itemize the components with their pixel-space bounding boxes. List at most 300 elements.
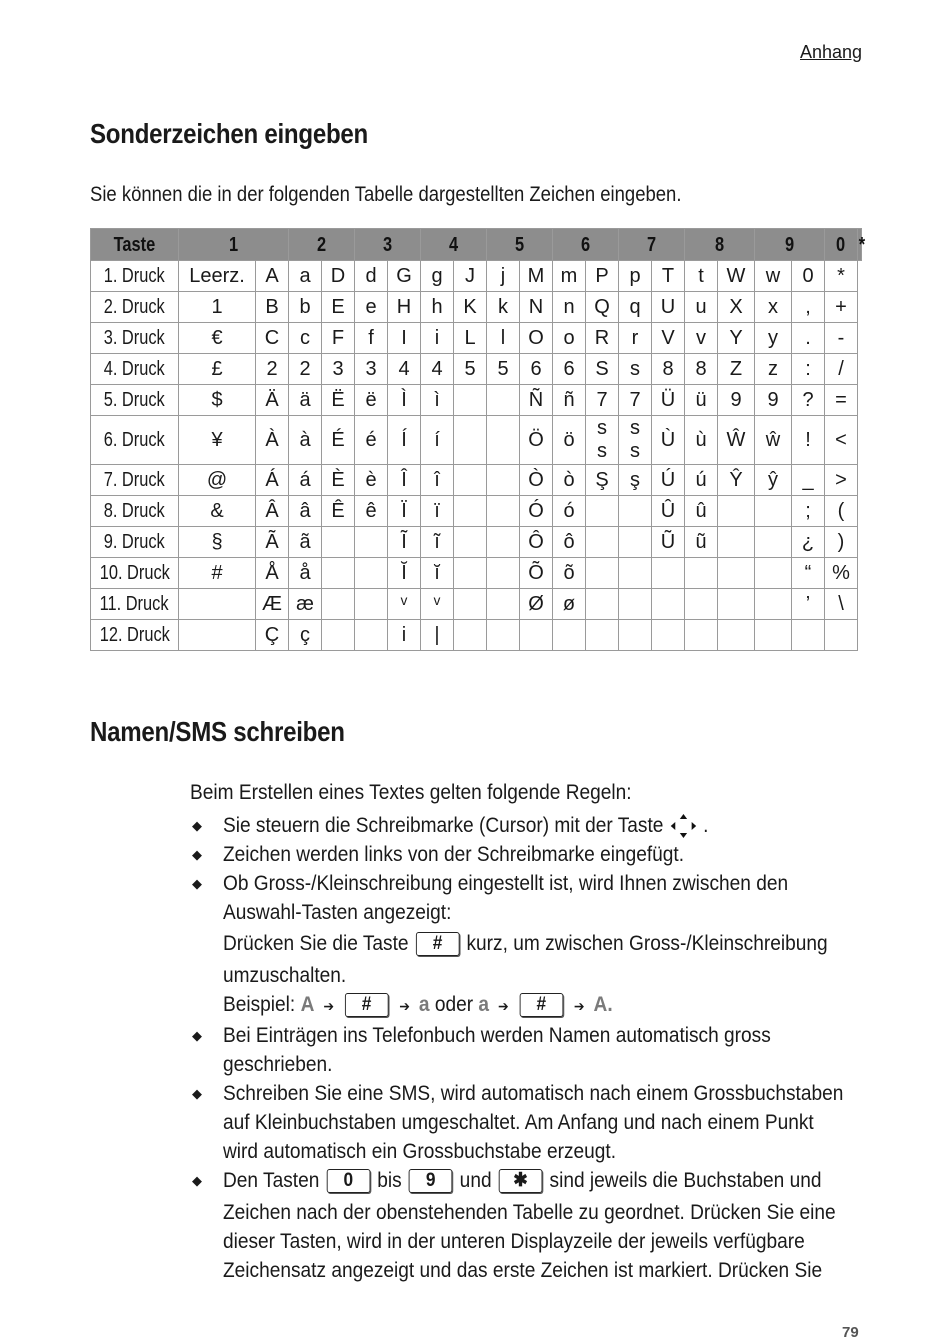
- table-cell: ü: [685, 385, 718, 416]
- table-cell: [487, 620, 520, 651]
- table-cell: Ú: [652, 465, 685, 496]
- rule-item: [190, 1021, 860, 1079]
- example-lower-a: a: [418, 993, 430, 1016]
- rule6-line1b: bis: [377, 1169, 402, 1192]
- table-cell: %: [825, 558, 858, 589]
- table-cell: 0: [792, 261, 825, 292]
- table-cell: [355, 589, 388, 620]
- table-cell: ũ: [685, 527, 718, 558]
- table-cell: [355, 527, 388, 558]
- table-cell: ë: [355, 385, 388, 416]
- rule3-line4: umzuschalten.: [223, 964, 347, 987]
- table-cell: X: [718, 292, 755, 323]
- table-cell: [685, 589, 718, 620]
- row-label: 11. Druck: [91, 589, 179, 620]
- table-cell: J: [454, 261, 487, 292]
- table-cell: Y: [718, 323, 755, 354]
- table-cell: i: [388, 620, 421, 651]
- table-cell: Ũ: [652, 527, 685, 558]
- table-cell: [586, 620, 619, 651]
- table-row: [91, 416, 862, 465]
- column-header: 4: [421, 229, 487, 261]
- row-label: 4. Druck: [91, 354, 179, 385]
- rule6-line1: [223, 1166, 822, 1195]
- table-cell: [586, 496, 619, 527]
- table-cell: [487, 465, 520, 496]
- table-cell: [685, 620, 718, 651]
- hash-key-icon: #: [519, 993, 563, 1017]
- table-cell: s s: [619, 416, 652, 465]
- column-header: 8: [685, 229, 755, 261]
- bullet-diamond-icon: ◆: [192, 847, 202, 862]
- column-header: 7: [619, 229, 685, 261]
- table-cell: [487, 416, 520, 465]
- table-cell: [718, 620, 755, 651]
- table-cell: /: [825, 354, 858, 385]
- table-cell: [487, 496, 520, 527]
- table-cell: Ã: [256, 527, 289, 558]
- table-cell: Ö: [520, 416, 553, 465]
- table-cell: [355, 620, 388, 651]
- table-cell: ŷ: [755, 465, 792, 496]
- table-cell: Ü: [652, 385, 685, 416]
- table-cell: Ì: [388, 385, 421, 416]
- table-cell: [586, 558, 619, 589]
- arrow-right-icon: ➔: [497, 998, 509, 1014]
- table-cell: [355, 558, 388, 589]
- table-cell: ş: [619, 465, 652, 496]
- table-cell: |: [421, 620, 454, 651]
- table-cell: D: [322, 261, 355, 292]
- row-label: 12. Druck: [91, 620, 179, 651]
- table-cell: À: [256, 416, 289, 465]
- table-cell: #: [179, 558, 256, 589]
- hash-key-icon: #: [416, 932, 460, 956]
- table-cell: 4: [388, 354, 421, 385]
- table-cell: “: [792, 558, 825, 589]
- table-cell: [619, 558, 652, 589]
- table-cell: [652, 589, 685, 620]
- table-cell: 7: [619, 385, 652, 416]
- table-cell: E: [322, 292, 355, 323]
- table-cell: â: [289, 496, 322, 527]
- table-cell: ò: [553, 465, 586, 496]
- table-cell: q: [619, 292, 652, 323]
- table-cell: 5: [454, 354, 487, 385]
- row-label: 9. Druck: [91, 527, 179, 558]
- table-row: [91, 527, 862, 558]
- rule6-line1a: Den Tasten: [223, 1169, 320, 1192]
- hash-key-icon: #: [345, 993, 389, 1017]
- rule5-line2: auf Kleinbuchstaben umgeschaltet. Am Anfang und nach einem Punkt: [223, 1111, 814, 1134]
- table-cell: Ô: [520, 527, 553, 558]
- rule3-line3b: kurz, um zwischen Gross-/Kleinschreibung: [466, 932, 828, 955]
- table-cell: [322, 620, 355, 651]
- table-cell: [718, 496, 755, 527]
- table-cell: G: [388, 261, 421, 292]
- table-cell: [718, 558, 755, 589]
- table-cell: N: [520, 292, 553, 323]
- rules-list: [190, 811, 860, 1285]
- intro-text: Sie können die in der folgenden Tabelle dargestellten Zeichen eingeben.: [90, 183, 682, 206]
- table-cell: [825, 620, 858, 651]
- table-cell: [718, 527, 755, 558]
- table-cell: [487, 385, 520, 416]
- table-cell: c: [289, 323, 322, 354]
- rule1-end: .: [703, 814, 709, 837]
- example-upper-a: A: [300, 993, 315, 1016]
- table-cell: _: [792, 465, 825, 496]
- table-cell: [553, 620, 586, 651]
- rules-lead: Beim Erstellen eines Textes gelten folgende Regeln:: [190, 781, 632, 804]
- table-cell: Û: [652, 496, 685, 527]
- table-cell: T: [652, 261, 685, 292]
- table-cell: 9: [755, 385, 792, 416]
- table-cell: [586, 527, 619, 558]
- table-cell: y: [755, 323, 792, 354]
- table-cell: I: [388, 323, 421, 354]
- bullet-diamond-icon: ◆: [192, 1086, 202, 1101]
- table-cell: 7: [586, 385, 619, 416]
- rule6-line1d: sind jeweils die Buchstaben und: [549, 1169, 822, 1192]
- table-cell: [619, 589, 652, 620]
- table-cell: ,: [792, 292, 825, 323]
- table-cell: u: [685, 292, 718, 323]
- table-cell: ĩ: [421, 527, 454, 558]
- rule5-line3: wird automatisch ein Grossbuchstabe erzeugt.: [223, 1140, 617, 1163]
- table-cell: v: [685, 323, 718, 354]
- table-cell: §: [179, 527, 256, 558]
- table-row: [91, 589, 862, 620]
- table-cell: P: [586, 261, 619, 292]
- table-cell: Ò: [520, 465, 553, 496]
- table-cell: ñ: [553, 385, 586, 416]
- table-cell: p: [619, 261, 652, 292]
- table-cell: m: [553, 261, 586, 292]
- bullet-diamond-icon: ◆: [192, 1173, 202, 1188]
- character-table: [90, 228, 866, 651]
- table-cell: >: [825, 465, 858, 496]
- example-label: Beispiel:: [223, 993, 296, 1016]
- table-cell: á: [289, 465, 322, 496]
- table-cell: !: [792, 416, 825, 465]
- table-cell: [520, 620, 553, 651]
- example-line: [223, 990, 803, 1021]
- table-cell: V: [652, 323, 685, 354]
- table-cell: 3: [355, 354, 388, 385]
- table-row: [91, 354, 862, 385]
- table-cell: *: [825, 261, 858, 292]
- table-cell: Â: [256, 496, 289, 527]
- table-cell: ’: [792, 589, 825, 620]
- rule3-line3a: Drücken Sie die Taste: [223, 932, 409, 955]
- table-cell: [322, 558, 355, 589]
- table-cell: Ĭ: [388, 558, 421, 589]
- table-cell: ?: [792, 385, 825, 416]
- table-cell: Ĩ: [388, 527, 421, 558]
- row-label: 2. Druck: [91, 292, 179, 323]
- row-label: 1. Druck: [91, 261, 179, 292]
- rule6-line3: dieser Tasten, wird in der unteren Displayzeile der jeweils verfügbare: [223, 1230, 805, 1253]
- rule3-line2: Auswahl-Tasten angezeigt:: [223, 901, 452, 924]
- table-cell: 8: [652, 354, 685, 385]
- table-cell: [454, 589, 487, 620]
- table-cell: 2: [256, 354, 289, 385]
- table-cell: &: [179, 496, 256, 527]
- table-cell: O: [520, 323, 553, 354]
- table-cell: +: [825, 292, 858, 323]
- table-cell: 1: [179, 292, 256, 323]
- table-cell: [652, 558, 685, 589]
- table-cell: [487, 589, 520, 620]
- table-cell: [586, 589, 619, 620]
- table-cell: -: [825, 323, 858, 354]
- rule-item: [190, 840, 860, 869]
- table-cell: ù: [685, 416, 718, 465]
- table-cell: \: [825, 589, 858, 620]
- table-cell: [454, 496, 487, 527]
- table-cell: [322, 589, 355, 620]
- table-cell: x: [755, 292, 792, 323]
- table-cell: Ê: [322, 496, 355, 527]
- row-label: 6. Druck: [91, 416, 179, 465]
- table-cell: æ: [289, 589, 322, 620]
- table-cell: e: [355, 292, 388, 323]
- table-cell: ö: [553, 416, 586, 465]
- table-cell: f: [355, 323, 388, 354]
- table-cell: à: [289, 416, 322, 465]
- table-cell: 9: [718, 385, 755, 416]
- table-cell: è: [355, 465, 388, 496]
- table-cell: Ù: [652, 416, 685, 465]
- table-cell: ¿: [792, 527, 825, 558]
- table-cell: [755, 620, 792, 651]
- table-cell: [755, 589, 792, 620]
- table-cell: Í: [388, 416, 421, 465]
- table-row: [91, 261, 862, 292]
- table-cell: ŵ: [755, 416, 792, 465]
- table-cell: L: [454, 323, 487, 354]
- table-cell: [685, 558, 718, 589]
- table-cell: K: [454, 292, 487, 323]
- table-cell: Æ: [256, 589, 289, 620]
- table-cell: [619, 496, 652, 527]
- table-cell: ä: [289, 385, 322, 416]
- table-cell: Î: [388, 465, 421, 496]
- table-cell: Ï: [388, 496, 421, 527]
- rule2-text: Zeichen werden links von der Schreibmarke eingefügt.: [223, 843, 685, 866]
- table-row: [91, 292, 862, 323]
- table-cell: [454, 385, 487, 416]
- table-cell: 4: [421, 354, 454, 385]
- arrow-right-icon: ➔: [323, 998, 335, 1014]
- table-cell: Ä: [256, 385, 289, 416]
- row-label: 7. Druck: [91, 465, 179, 496]
- table-cell: M: [520, 261, 553, 292]
- table-row: [91, 496, 862, 527]
- table-cell: g: [421, 261, 454, 292]
- table-cell: S: [586, 354, 619, 385]
- table-cell: ;: [792, 496, 825, 527]
- column-header: Taste: [91, 229, 179, 261]
- table-cell: Ñ: [520, 385, 553, 416]
- rule6-line4: Zeichensatz angezeigt und das erste Zeichen ist markiert. Drücken Sie: [223, 1259, 823, 1282]
- rule6-line1c: und: [459, 1169, 492, 1192]
- table-cell: o: [553, 323, 586, 354]
- table-cell: [487, 558, 520, 589]
- nine-key-icon: 9: [409, 1169, 453, 1193]
- table-cell: Leerz.: [179, 261, 256, 292]
- rule-item: [190, 1079, 860, 1166]
- column-header: 1: [179, 229, 289, 261]
- table-cell: [792, 620, 825, 651]
- table-cell: É: [322, 416, 355, 465]
- table-cell: ᵛ: [388, 589, 421, 620]
- rule3-line1: Ob Gross-/Kleinschreibung eingestellt ist, wird Ihnen zwischen den: [223, 872, 789, 895]
- table-cell: $: [179, 385, 256, 416]
- section-title-sonderzeichen: Sonderzeichen eingeben: [90, 118, 368, 149]
- rule1-text: Sie steuern die Schreibmarke (Cursor) mit der Taste: [223, 814, 664, 837]
- rule3-line3: [223, 929, 828, 958]
- table-cell: å: [289, 558, 322, 589]
- table-cell: k: [487, 292, 520, 323]
- rule4-line1: Bei Einträgen ins Telefonbuch werden Namen automatisch gross: [223, 1024, 771, 1047]
- table-cell: È: [322, 465, 355, 496]
- column-header: 9: [755, 229, 825, 261]
- table-cell: [718, 589, 755, 620]
- table-cell: A: [256, 261, 289, 292]
- table-cell: û: [685, 496, 718, 527]
- table-cell: [322, 527, 355, 558]
- table-cell: Å: [256, 558, 289, 589]
- table-cell: F: [322, 323, 355, 354]
- table-cell: €: [179, 323, 256, 354]
- table-cell: é: [355, 416, 388, 465]
- arrow-right-icon: ➔: [399, 998, 410, 1014]
- table-row: [91, 323, 862, 354]
- table-cell: a: [289, 261, 322, 292]
- rule-item: [190, 1166, 860, 1285]
- bullet-diamond-icon: ◆: [192, 876, 202, 891]
- table-cell: s: [619, 354, 652, 385]
- table-cell: Ŵ: [718, 416, 755, 465]
- table-cell: U: [652, 292, 685, 323]
- table-cell: Z: [718, 354, 755, 385]
- table-cell: ø: [553, 589, 586, 620]
- table-row: [91, 558, 862, 589]
- table-cell: ¥: [179, 416, 256, 465]
- table-cell: .: [792, 323, 825, 354]
- column-header: 2: [289, 229, 355, 261]
- table-cell: W: [718, 261, 755, 292]
- table-cell: [487, 527, 520, 558]
- table-cell: Ş: [586, 465, 619, 496]
- table-cell: Ø: [520, 589, 553, 620]
- table-cell: ï: [421, 496, 454, 527]
- rule5-line1: Schreiben Sie eine SMS, wird automatisch nach einem Grossbuchstaben: [223, 1082, 844, 1105]
- table-cell: n: [553, 292, 586, 323]
- example-end: A.: [593, 993, 613, 1016]
- table-cell: õ: [553, 558, 586, 589]
- table-cell: £: [179, 354, 256, 385]
- star-key-icon: ✱: [499, 1169, 543, 1193]
- table-cell: 3: [322, 354, 355, 385]
- table-cell: h: [421, 292, 454, 323]
- rule6-line2: Zeichen nach der obenstehenden Tabelle zu geordnet. Drücken Sie eine: [223, 1201, 836, 1224]
- table-cell: Á: [256, 465, 289, 496]
- table-cell: t: [685, 261, 718, 292]
- table-cell: [454, 465, 487, 496]
- table-cell: C: [256, 323, 289, 354]
- section-title-namen-sms: Namen/SMS schreiben: [90, 716, 345, 747]
- table-cell: Ŷ: [718, 465, 755, 496]
- table-cell: Q: [586, 292, 619, 323]
- table-row: [91, 465, 862, 496]
- column-header: *: [858, 229, 862, 261]
- table-cell: d: [355, 261, 388, 292]
- zero-key-icon: 0: [326, 1169, 370, 1193]
- column-header: 6: [553, 229, 619, 261]
- page-number: 79: [842, 1324, 859, 1341]
- table-cell: [179, 589, 256, 620]
- table-cell: z: [755, 354, 792, 385]
- table-cell: (: [825, 496, 858, 527]
- table-cell: ã: [289, 527, 322, 558]
- table-cell: 8: [685, 354, 718, 385]
- table-cell: Ó: [520, 496, 553, 527]
- table-cell: 5: [487, 354, 520, 385]
- table-cell: [619, 527, 652, 558]
- bullet-diamond-icon: ◆: [192, 818, 202, 833]
- column-header: 3: [355, 229, 421, 261]
- table-cell: [179, 620, 256, 651]
- rule-item: [190, 869, 860, 1021]
- row-label: 10. Druck: [91, 558, 179, 589]
- rules-section: [190, 781, 860, 1285]
- table-cell: ): [825, 527, 858, 558]
- table-cell: í: [421, 416, 454, 465]
- table-cell: i: [421, 323, 454, 354]
- rule4-line2: geschrieben.: [223, 1053, 333, 1076]
- table-cell: =: [825, 385, 858, 416]
- rule-item: [190, 811, 860, 840]
- bullet-diamond-icon: ◆: [192, 1028, 202, 1043]
- table-cell: [454, 527, 487, 558]
- header-section-link: Anhang: [800, 42, 863, 62]
- table-row: [91, 620, 862, 651]
- table-cell: [755, 558, 792, 589]
- table-cell: H: [388, 292, 421, 323]
- table-cell: î: [421, 465, 454, 496]
- table-cell: ç: [289, 620, 322, 651]
- table-cell: @: [179, 465, 256, 496]
- table-cell: [454, 558, 487, 589]
- table-cell: [454, 620, 487, 651]
- table-cell: r: [619, 323, 652, 354]
- table-cell: [755, 527, 792, 558]
- table-cell: l: [487, 323, 520, 354]
- column-header: 0: [825, 229, 858, 261]
- table-cell: ᵛ: [421, 589, 454, 620]
- table-cell: 6: [520, 354, 553, 385]
- table-cell: [454, 416, 487, 465]
- table-cell: ê: [355, 496, 388, 527]
- column-header: 5: [487, 229, 553, 261]
- table-cell: j: [487, 261, 520, 292]
- example-oder: oder: [434, 993, 474, 1016]
- table-cell: ó: [553, 496, 586, 527]
- table-cell: B: [256, 292, 289, 323]
